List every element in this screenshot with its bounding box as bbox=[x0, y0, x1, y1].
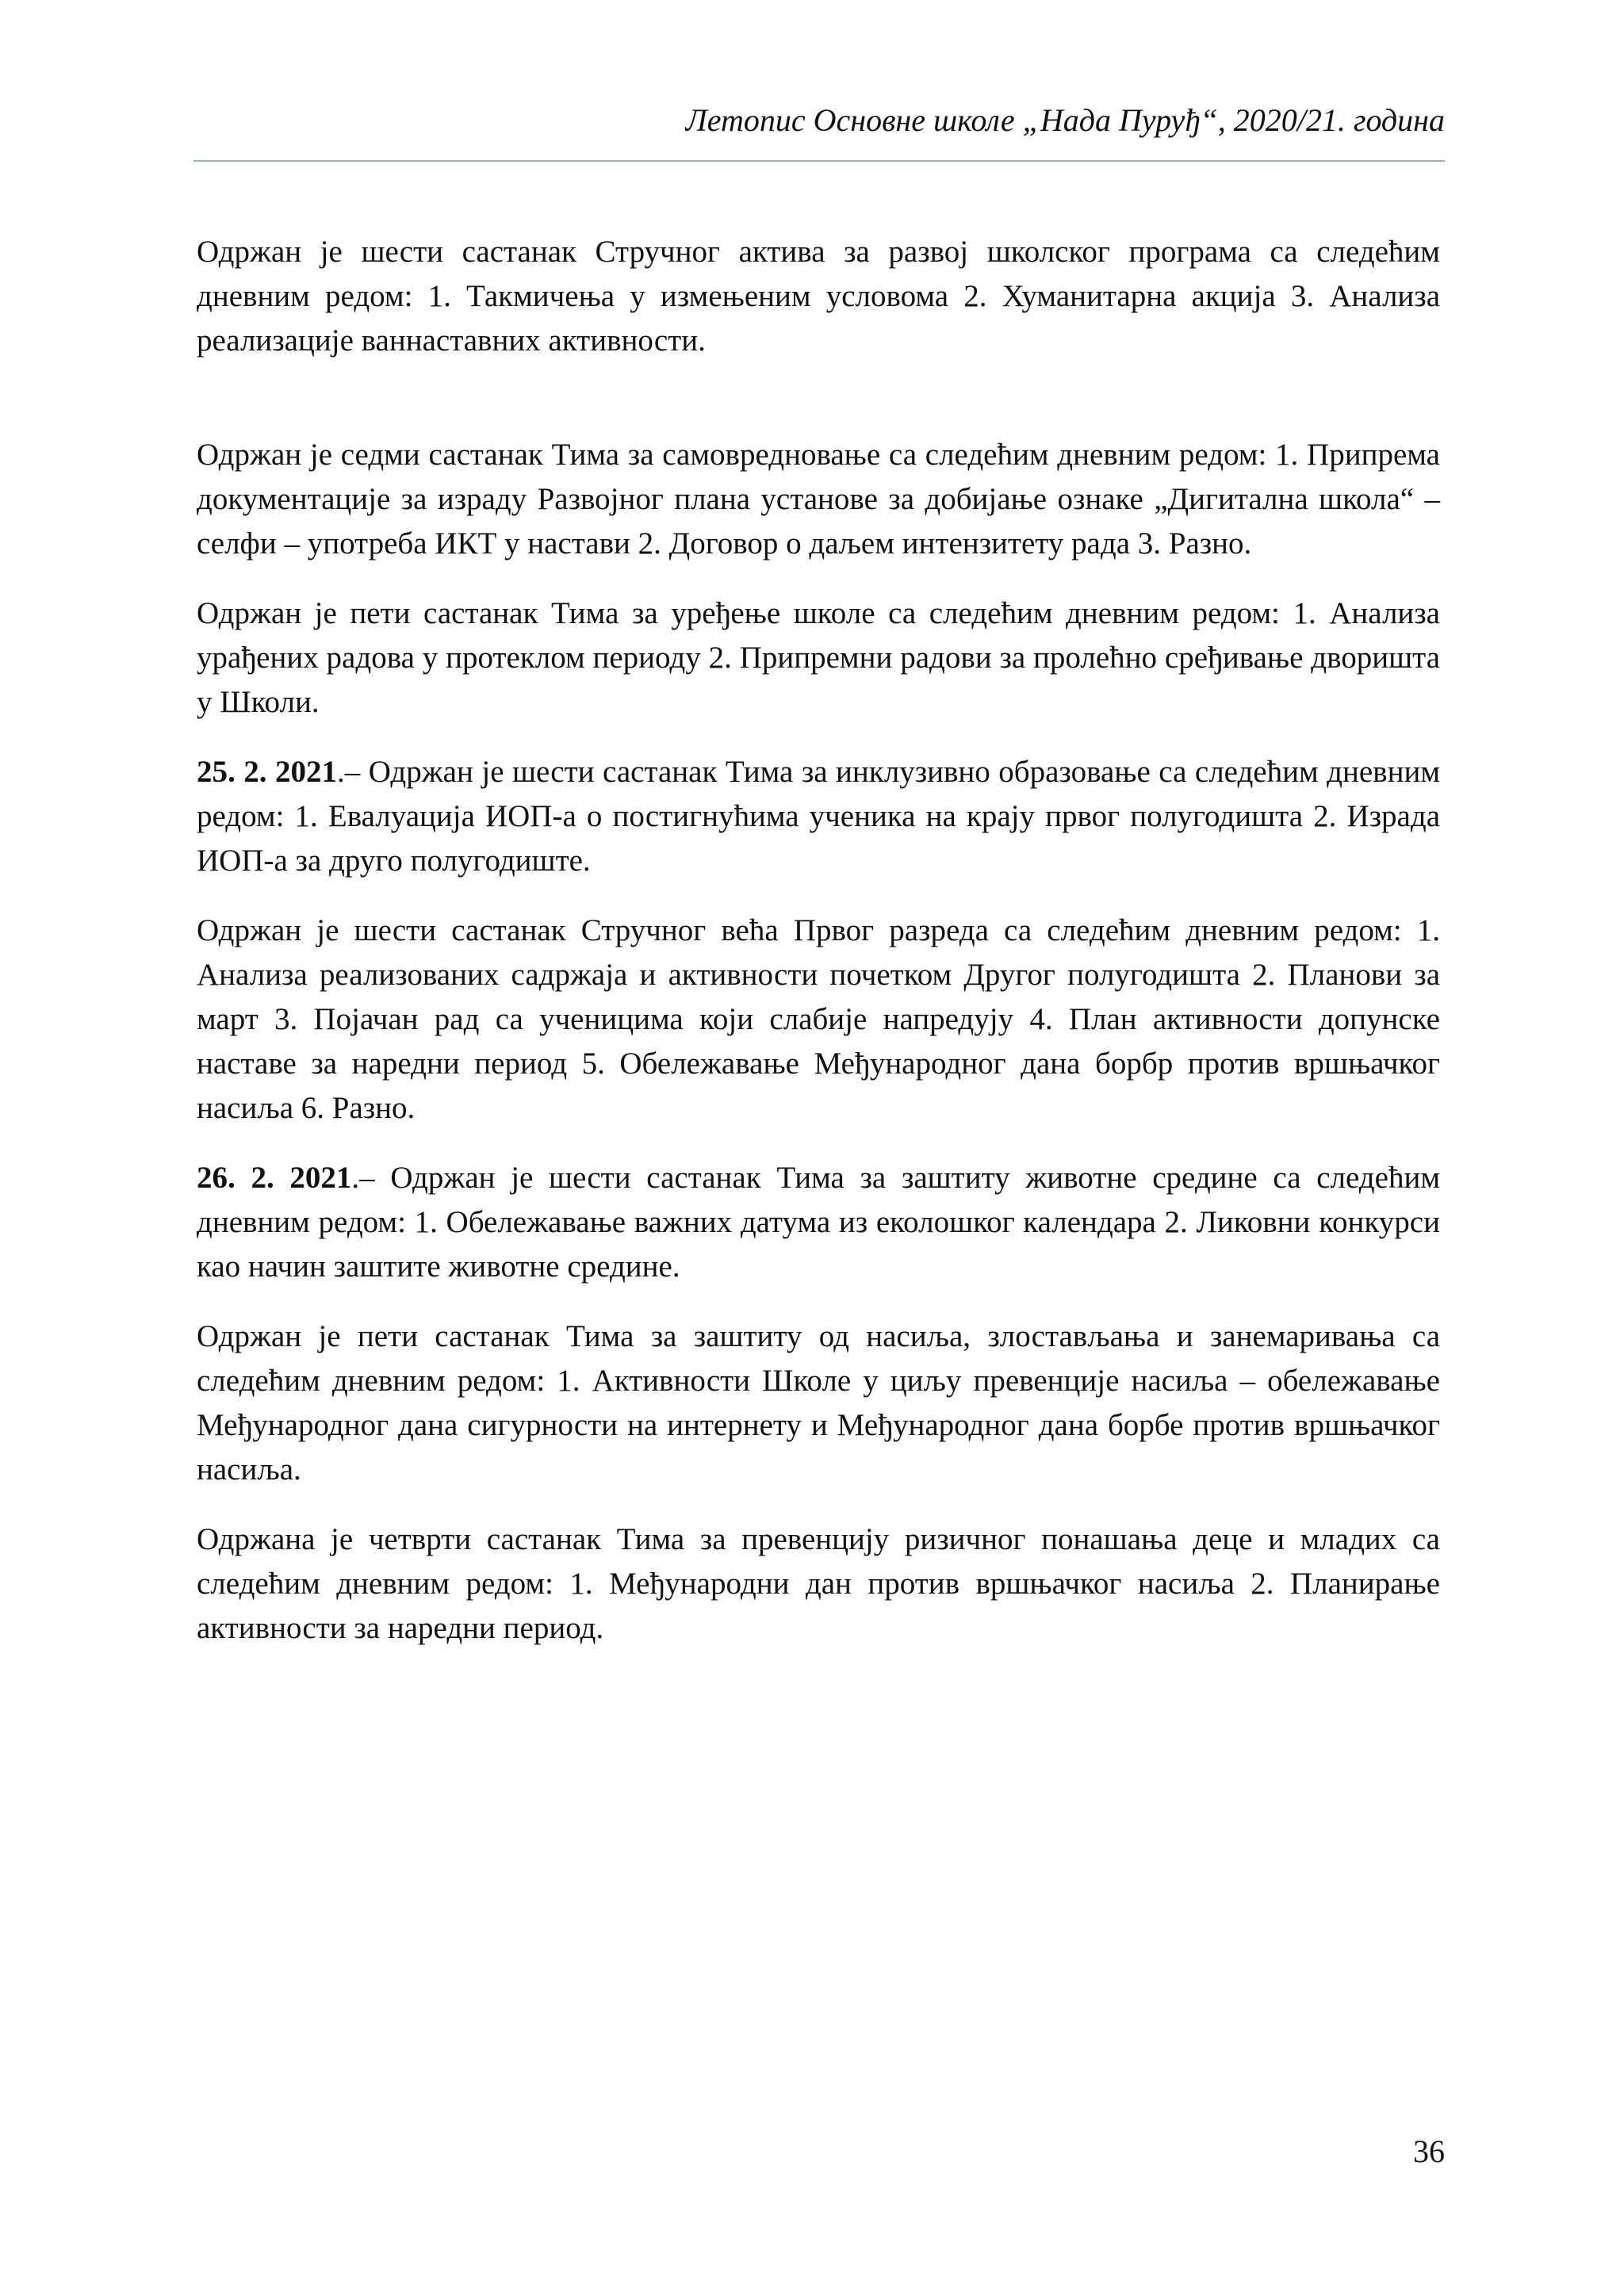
paragraph-text: Одржан је пети састанак Тима за заштиту од насиља, злостављања и занемаривања са следећим дневним редом: 1. Активности Школе у циљу превенције насиља – обележавање Међународног дана сигурности на интернету и Међународног дана борбе против вршњачког насиља. bbox=[197, 1319, 1440, 1487]
page-header bbox=[193, 94, 1445, 162]
paragraph-5 bbox=[197, 909, 1440, 1131]
paragraph-text: Одржана је четврти састанак Тима за превенцију ризичног понашања деце и младих са следећим дневним редом: 1. Међународни дан против вршњачког насиља 2. Планирање активности за наредни период. bbox=[197, 1522, 1440, 1645]
document-body bbox=[197, 230, 1440, 1651]
paragraph-text: .– Одржан је шести састанак Тима за инклузивно образовање са следећим дневним редом: 1. Евалуација ИОП-а о постигнућима ученика на крају првог полугодишта 2. Израда ИОП-а за друго полугодиште. bbox=[197, 755, 1441, 878]
paragraph-text: Одржан је шести састанак Стручног актива за развој школског програма са следећим дневним редом: 1. Такмичења у измењеним условома 2. Хуманитарна акција 3. Анализа реализације ваннаставних активности. bbox=[197, 235, 1440, 358]
paragraph-3 bbox=[197, 591, 1440, 725]
paragraph-1 bbox=[197, 230, 1440, 363]
paragraph-text: Одржан је пети састанак Тима за уређење школе са следећим дневним редом: 1. Анализа урађених радова у протеклом периоду 2. Припремни радови за пролећно сређивање дворишта у Школи. bbox=[197, 596, 1440, 719]
paragraph-text: .– Одржан је шести састанак Тима за заштиту животне средине са следећим дневним редом: 1. Обележавање важних датума из еколошког календара 2. Ликовни конкурси као начин заштите животне средине. bbox=[197, 1161, 1440, 1284]
paragraph-8 bbox=[197, 1517, 1440, 1651]
entry-date: 26. 2. 2021 bbox=[197, 1161, 352, 1195]
entry-date: 25. 2. 2021 bbox=[197, 755, 337, 789]
paragraph-6 bbox=[197, 1156, 1440, 1289]
page-number: 36 bbox=[1413, 2133, 1445, 2169]
paragraph-4 bbox=[197, 750, 1440, 883]
header-title: Летопис Основне школе „Нада Пуруђ“, 2020/21. година bbox=[685, 102, 1445, 138]
paragraph-2 bbox=[197, 433, 1440, 566]
paragraph-text: Одржан је седми састанак Тима за самовредновање са следећим дневним редом: 1. Припрема документације за израду Развојног плана установе за добијање ознаке „Дигитална школа“ – селфи – употреба ИКТ у настави 2. Договор о даљем интензитету рада 3. Разно. bbox=[197, 438, 1440, 561]
paragraph-7 bbox=[197, 1314, 1440, 1492]
paragraph-text: Одржан је шести састанак Стручног већа Првог разреда са следећим дневним редом: 1. Анализа реализованих садржаја и активности почетком Другог полугодишта 2. Планови за март 3. Појачан рад са ученицима који слабије напредују 4. План активности допунске наставе за наредни период 5. Обележавање Међународног дана борбр против вршњачког насиља 6. Разно. bbox=[197, 913, 1440, 1125]
